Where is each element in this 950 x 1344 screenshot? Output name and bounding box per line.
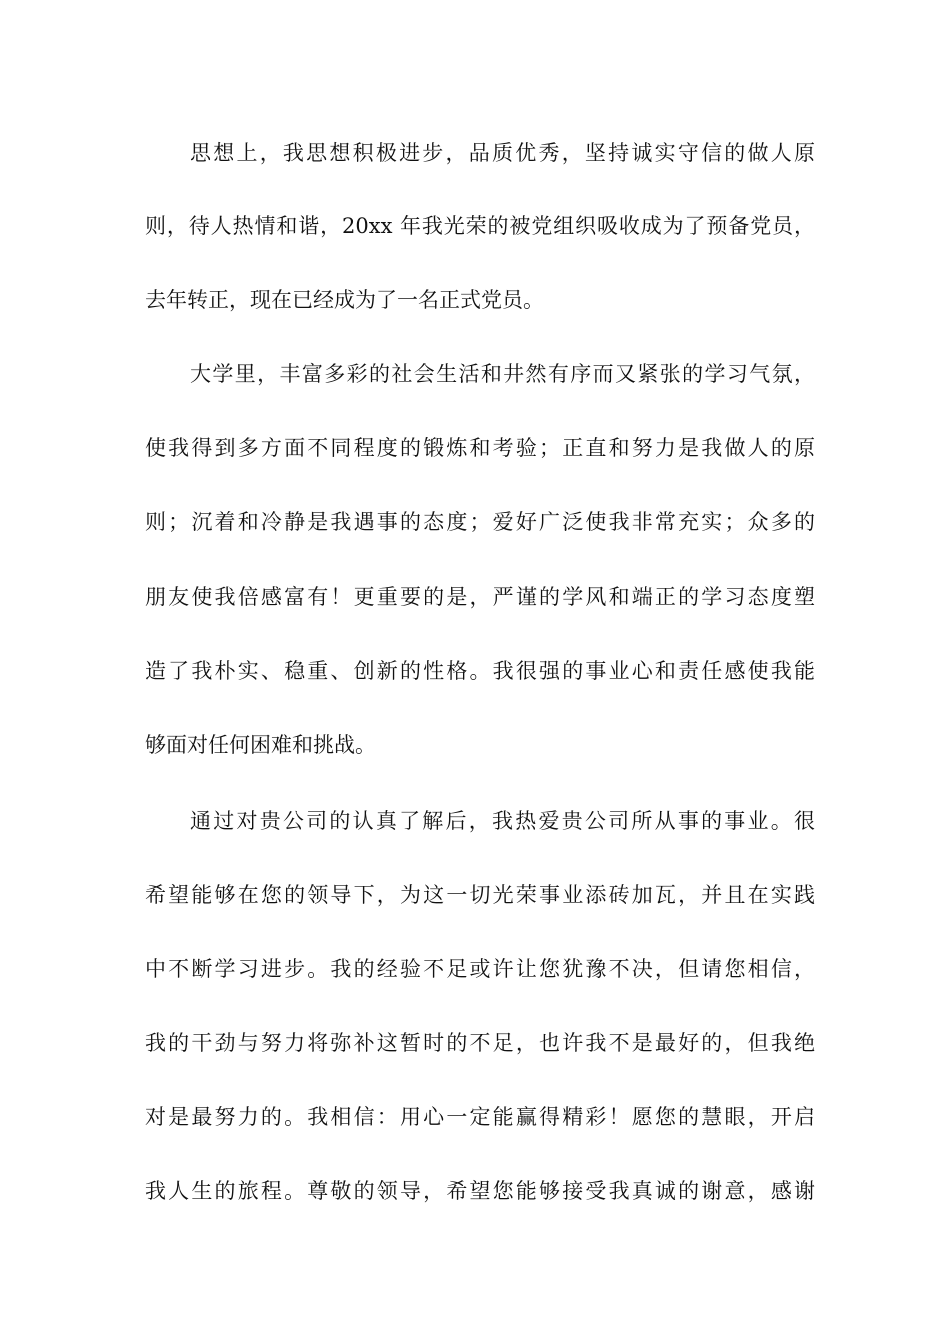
paragraph-2-line-5: 造了我朴实、稳重、创新的性格。我很强的事业心和责任感使我能 xyxy=(145,659,815,683)
paragraph-1-line-1: 思想上，我思想积极进步，品质优秀，坚持诚实守信的做人原 xyxy=(190,141,815,165)
paragraph-2-line-6: 够面对任何困难和挑战。 xyxy=(145,733,376,757)
paragraph-2-line-2: 使我得到多方面不同程度的锻炼和考验；正直和努力是我做人的原 xyxy=(145,436,815,460)
paragraph-3-line-5: 对是最努力的。我相信：用心一定能赢得精彩！愿您的慧眼，开启 xyxy=(145,1105,815,1129)
paragraph-3-line-4: 我的干劲与努力将弥补这暂时的不足，也许我不是最好的，但我绝 xyxy=(145,1031,815,1055)
paragraph-2-line-4: 朋友使我倍感富有！更重要的是，严谨的学风和端正的学习态度塑 xyxy=(145,585,815,609)
paragraph-3-line-6: 我人生的旅程。尊敬的领导，希望您能够接受我真诚的谢意，感谢 xyxy=(145,1179,815,1203)
paragraph-2-line-1: 大学里，丰富多彩的社会生活和井然有序而又紧张的学习气氛， xyxy=(190,362,815,386)
paragraph-3-line-2: 希望能够在您的领导下，为这一切光荣事业添砖加瓦，并且在实践 xyxy=(145,883,815,907)
paragraph-3-line-3: 中不断学习进步。我的经验不足或许让您犹豫不决，但请您相信， xyxy=(145,957,815,981)
paragraph-3-line-1: 通过对贵公司的认真了解后，我热爱贵公司所从事的事业。很 xyxy=(190,809,815,833)
paragraph-2-line-3: 则；沉着和冷静是我遇事的态度；爱好广泛使我非常充实；众多的 xyxy=(145,510,815,534)
paragraph-1-line-3: 去年转正，现在已经成为了一名正式党员。 xyxy=(145,288,544,312)
paragraph-1-line-2: 则，待人热情和谐，20xx 年我光荣的被党组织吸收成为了预备党员， xyxy=(145,214,815,238)
